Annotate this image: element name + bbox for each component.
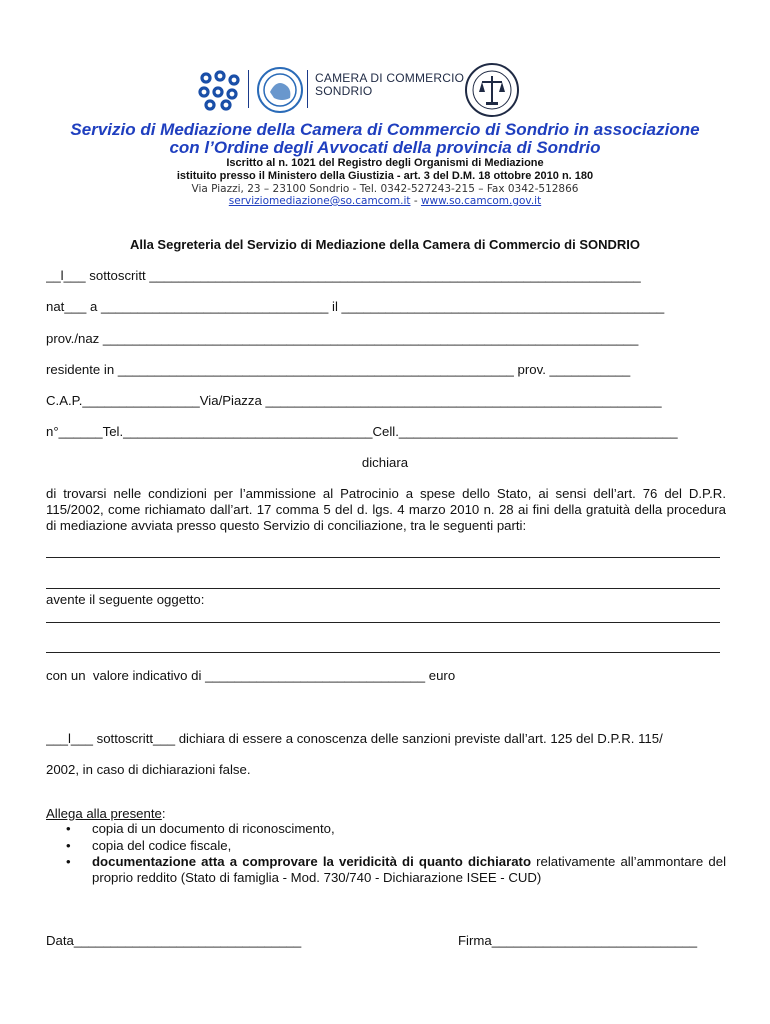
- logo-text-line1: CAMERA DI COMMERCIO: [315, 71, 465, 85]
- phone-field[interactable]: n°______Tel.__________________________________Cell.______________________________________: [46, 424, 678, 439]
- allega-label: Allega alla presente: [46, 806, 162, 821]
- address-line: Via Piazzi, 23 – 23100 Sondrio - Tel. 0342-527243-215 – Fax 0342-512866: [191, 183, 579, 195]
- header-logos: [0, 64, 770, 116]
- parties-line-1[interactable]: [46, 557, 720, 558]
- cap-address-field[interactable]: C.A.P.________________Via/Piazza ______________________________________________________: [46, 393, 662, 408]
- bar-association-seal-icon: [464, 62, 520, 118]
- contact-separator: -: [410, 195, 421, 207]
- dichiara-label: dichiara: [361, 455, 409, 470]
- bullet-icon: •: [66, 854, 71, 869]
- logo-text-line2: SONDRIO: [315, 84, 373, 98]
- signature-field[interactable]: Firma____________________________: [458, 933, 698, 948]
- date-field[interactable]: Data_______________________________: [46, 933, 302, 948]
- attachment-text: copia del codice fiscale,: [92, 838, 232, 853]
- birth-field[interactable]: nat___ a _______________________________ il ____________________________________________: [46, 299, 665, 314]
- attachment-bold-text: documentazione atta a comprovare la veridicità di quanto dichiarato: [92, 854, 532, 869]
- page-title-line2: con l’Ordine degli Avvocati della provincia di Sondrio: [169, 138, 601, 157]
- recipient-heading: Alla Segreteria del Servizio di Mediazione della Camera di Commercio di SONDRIO: [129, 237, 641, 252]
- attachment-text: relativamente all’ammontare del proprio reddito (Stato di famiglia - Mod. 730/740 - Dichiarazione ISEE - CUD): [92, 854, 727, 885]
- oggetto-line-2[interactable]: [46, 652, 720, 653]
- website-link[interactable]: www.so.camcom.gov.it: [420, 195, 542, 207]
- page-title-line1: Servizio di Mediazione della Camera di Commercio di Sondrio in associazione: [70, 120, 700, 139]
- email-link[interactable]: serviziomediazione@so.camcom.it: [228, 195, 411, 207]
- contact-line: [0, 195, 770, 208]
- bullet-icon: •: [66, 821, 71, 836]
- allega-heading: [46, 806, 726, 821]
- registry-line2: istituito presso il Ministero della Giustizia - art. 3 del D.M. 18 ottobre 2010 n. 180: [176, 170, 594, 182]
- attachments-list: [46, 820, 726, 886]
- oggetto-label: avente il seguente oggetto:: [46, 592, 205, 607]
- allega-colon: :: [161, 806, 166, 821]
- list-item: [46, 820, 726, 837]
- oggetto-line-1[interactable]: [46, 622, 720, 623]
- chamber-emblem-icon: [256, 66, 304, 114]
- sottoscritto-field[interactable]: __l___ sottoscritt ___________________________________________________________________: [46, 268, 641, 283]
- registry-line1: Iscritto al n. 1021 del Registro degli Organismi di Mediazione: [226, 157, 544, 169]
- sanzioni-line2: 2002, in caso di dichiarazioni false.: [46, 762, 251, 777]
- chamber-logo-text: [315, 72, 464, 98]
- bullet-icon: •: [66, 838, 71, 853]
- list-item: [46, 854, 726, 886]
- residence-field[interactable]: residente in ______________________________________________________ prov. ___________: [46, 362, 631, 377]
- sanzioni-line1[interactable]: ___l___ sottoscritt___ dichiara di essere a conoscenza delle sanzioni previste dall’art. 125 del D.P.R. 115/: [46, 731, 663, 746]
- declaration-paragraph: di trovarsi nelle condizioni per l’ammissione al Patrocinio a spese dello Stato, ai sensi dell’art. 76 del D.P.R. 115/2002, come richiamato dall’art. 17 comma 5 del d. lgs. 4 marzo 2010 n. 28 ai fini della gratuità della procedura di mediazione avviata presso questo Servizio di conciliazione, tra le seguenti parti:: [46, 486, 726, 533]
- mediation-logo-icon: [196, 68, 244, 112]
- logo-divider: [248, 70, 249, 108]
- attachment-text: copia di un documento di riconoscimento,: [92, 821, 335, 836]
- prov-naz-field[interactable]: prov./naz _________________________________________________________________________: [46, 331, 639, 346]
- valore-field[interactable]: con un valore indicativo di ______________________________ euro: [46, 668, 456, 683]
- parties-line-2[interactable]: [46, 588, 720, 589]
- list-item: [46, 837, 726, 854]
- logo-divider: [307, 70, 308, 108]
